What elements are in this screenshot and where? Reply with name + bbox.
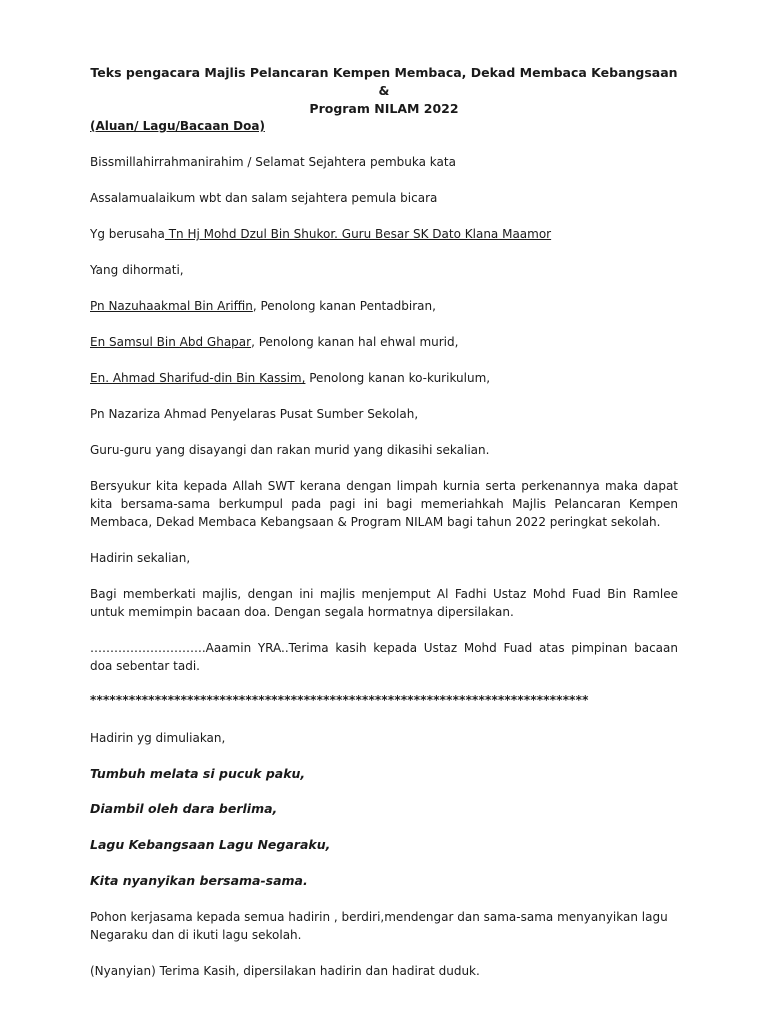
dignitary-role: , Penolong kanan hal ehwal murid, bbox=[251, 335, 459, 349]
separator-stars: ***************************************************************************** bbox=[90, 693, 589, 707]
hadirin-line: Hadirin sekalian, bbox=[90, 551, 191, 565]
title-line-2: Program NILAM 2022 bbox=[309, 101, 459, 116]
dignitary-line bbox=[90, 333, 678, 351]
hadirin-yg-line: Hadirin yg dimuliakan, bbox=[90, 731, 226, 745]
dignitary-name: Pn Nazuhaakmal Bin Ariffin bbox=[90, 299, 253, 313]
dignitary-line bbox=[90, 297, 678, 315]
dignitary-role: Penolong kanan ko-kurikulum, bbox=[305, 371, 491, 385]
dignitary-role: , Penolong kanan Pentadbiran, bbox=[252, 299, 436, 313]
pantun-line: Diambil oleh dara berlima, bbox=[90, 801, 278, 816]
dignitary-name: En. Ahmad Sharifud-din Bin Kassim, bbox=[90, 371, 306, 385]
document-title bbox=[90, 64, 678, 118]
pantun-line: Kita nyanyikan bersama-sama. bbox=[90, 873, 308, 888]
dignitary-name: En Samsul Bin Abd Ghapar bbox=[90, 335, 252, 349]
bersyukur-paragraph: Bersyukur kita kepada Allah SWT kerana dengan limpah kurnia serta perkenannya maka dapat kita bersama-sama berkumpul pada pagi ini bagi memeriahkah Majlis Pelancaran Kempen Membaca, Dekad Membaca Kebangsaan & Program NILAM bagi tahun 2022 peringkat sekolah. bbox=[90, 479, 678, 529]
pantun-line: Lagu Kebangsaan Lagu Negaraku, bbox=[90, 837, 331, 852]
pantun-line: Tumbuh melata si pucuk paku, bbox=[90, 766, 306, 781]
title-line-1: Teks pengacara Majlis Pelancaran Kempen Membaca, Dekad Membaca Kebangsaan & bbox=[90, 65, 678, 98]
penyelaras-line: Pn Nazariza Ahmad Penyelaras Pusat Sumber Sekolah, bbox=[90, 407, 419, 421]
bismillah-line: Bissmillahirrahmanirahim / Selamat Sejahtera pembuka kata bbox=[90, 155, 456, 169]
berusaha-prefix: Yg berusaha bbox=[90, 227, 165, 241]
guru-besar-name: Tn Hj Mohd Dzul Bin Shukor. Guru Besar SK Dato Klana Maamor bbox=[164, 227, 552, 241]
section-heading: (Aluan/ Lagu/Bacaan Doa) bbox=[90, 119, 265, 133]
doa-paragraph: Bagi memberkati majlis, dengan ini majlis menjemput Al Fadhi Ustaz Mohd Fuad Bin Ramlee untuk memimpin bacaan doa. Dengan segala hormatnya dipersilakan. bbox=[90, 587, 678, 619]
pohon-paragraph: Pohon kerjasama kepada semua hadirin , berdiri,mendengar dan sama-sama menyanyikan lagu Negaraku dan di ikuti lagu sekolah. bbox=[90, 910, 668, 942]
nyanyian-line: (Nyanyian) Terima Kasih, dipersilakan hadirin dan hadirat duduk. bbox=[90, 964, 480, 978]
salam-line: Assalamualaikum wbt dan salam sejahtera pemula bicara bbox=[90, 191, 438, 205]
dignitary-line bbox=[90, 369, 678, 387]
aamin-paragraph: ………………………..Aaamin YRA..Terima kasih kepada Ustaz Mohd Fuad atas pimpinan bacaan doa sebentar tadi. bbox=[90, 641, 678, 673]
dihormati-line: Yang dihormati, bbox=[90, 263, 184, 277]
berusaha-line bbox=[90, 225, 678, 243]
guru-line: Guru-guru yang disayangi dan rakan murid yang dikasihi sekalian. bbox=[90, 443, 490, 457]
